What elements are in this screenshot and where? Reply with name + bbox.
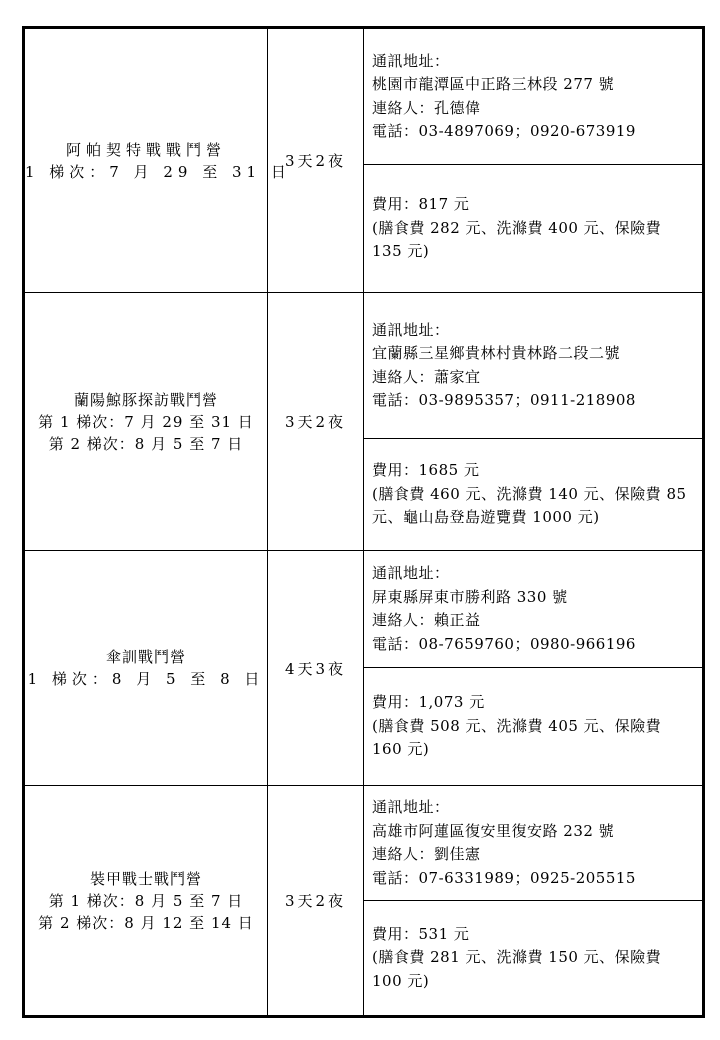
address: 桃園市龍潭區中正路三林段 277 號: [372, 75, 615, 93]
table-row: [24, 786, 704, 901]
camp-name: 蘭陽鯨豚探訪戰鬥營: [73, 390, 218, 409]
table-row: [24, 293, 704, 439]
camp-schedule: 1 梯次：7 月 29 至 31 日: [25, 162, 291, 181]
camp-schedule: 第 2 梯次：8 月 12 至 14 日: [38, 913, 254, 932]
address-label: 通訊地址：: [372, 798, 450, 816]
camp-schedule: 第 1 梯次：7 月 29 至 31 日: [38, 412, 254, 431]
camp-duration: 3天2夜: [268, 28, 364, 293]
contact-person: 連絡人：孔德偉: [372, 98, 481, 117]
fee-total: 費用：531 元: [372, 924, 470, 943]
camp-schedule: 第 2 梯次：8 月 5 至 7 日: [48, 434, 244, 453]
address-label: 通訊地址：: [372, 564, 450, 582]
address-label: 通訊地址：: [372, 320, 450, 339]
contact-cell: [364, 28, 704, 165]
camp-name-cell: [24, 551, 268, 786]
fee-detail: (膳食費 282 元、洗滌費 400 元、保險費 135 元): [372, 218, 662, 261]
camp-name-cell: [24, 786, 268, 1017]
table-row: [24, 28, 704, 165]
camp-duration: 4天3夜: [268, 551, 364, 786]
camp-name: 裝甲戰士戰鬥營: [89, 869, 202, 888]
contact-person: 連絡人：賴正益: [372, 611, 481, 629]
fee-detail: (膳食費 281 元、洗滌費 150 元、保險費 100 元): [372, 948, 662, 990]
fee-cell: [364, 439, 704, 551]
table-row: [24, 551, 704, 668]
fee-total: 費用：1,073 元: [372, 693, 485, 712]
address: 屏東縣屏東市勝利路 330 號: [372, 587, 568, 606]
fee-cell: [364, 901, 704, 1017]
camp-name: 傘訓戰鬥營: [105, 648, 186, 666]
camp-name: 阿帕契特戰戰鬥營: [65, 140, 226, 159]
camp-duration: 3天2夜: [268, 293, 364, 551]
contact-person: 連絡人：劉佳憲: [372, 845, 481, 863]
contact-person: 連絡人：蕭家宜: [372, 367, 481, 386]
fee-detail: (膳食費 508 元、洗滌費 405 元、保險費 160 元): [372, 716, 662, 759]
phone: 電話：03-9895357；0911-218908: [372, 391, 636, 409]
phone: 電話：07-6331989；0925-205515: [372, 868, 636, 887]
phone: 電話：08-7659760；0980-966196: [372, 634, 636, 653]
camp-duration: 3天2夜: [268, 786, 364, 1017]
contact-cell: [364, 786, 704, 901]
fee-total: 費用：817 元: [372, 195, 470, 214]
fee-detail: (膳食費 460 元、洗滌費 140 元、保險費 85 元、龜山島登島遊覽費 1000 元): [372, 484, 687, 527]
camp-schedule: 1 梯次：8 月 5 至 8 日: [27, 670, 265, 688]
camp-name-cell: [24, 28, 291, 293]
contact-cell: [364, 551, 704, 668]
fee-total: 費用：1685 元: [372, 461, 480, 480]
phone: 電話：03-4897069；0920-673919: [372, 122, 636, 140]
camp-schedule: 第 1 梯次：8 月 5 至 7 日: [48, 891, 244, 910]
fee-cell: [364, 165, 704, 293]
camp-name-cell: [24, 293, 268, 551]
address-label: 通訊地址：: [372, 51, 450, 70]
fee-cell: [364, 668, 704, 786]
contact-cell: [364, 293, 704, 439]
camp-table: [22, 26, 705, 1018]
address: 宜蘭縣三星鄉貴林村貴林路二段二號: [372, 344, 621, 362]
address: 高雄市阿蓮區復安里復安路 232 號: [372, 821, 615, 840]
